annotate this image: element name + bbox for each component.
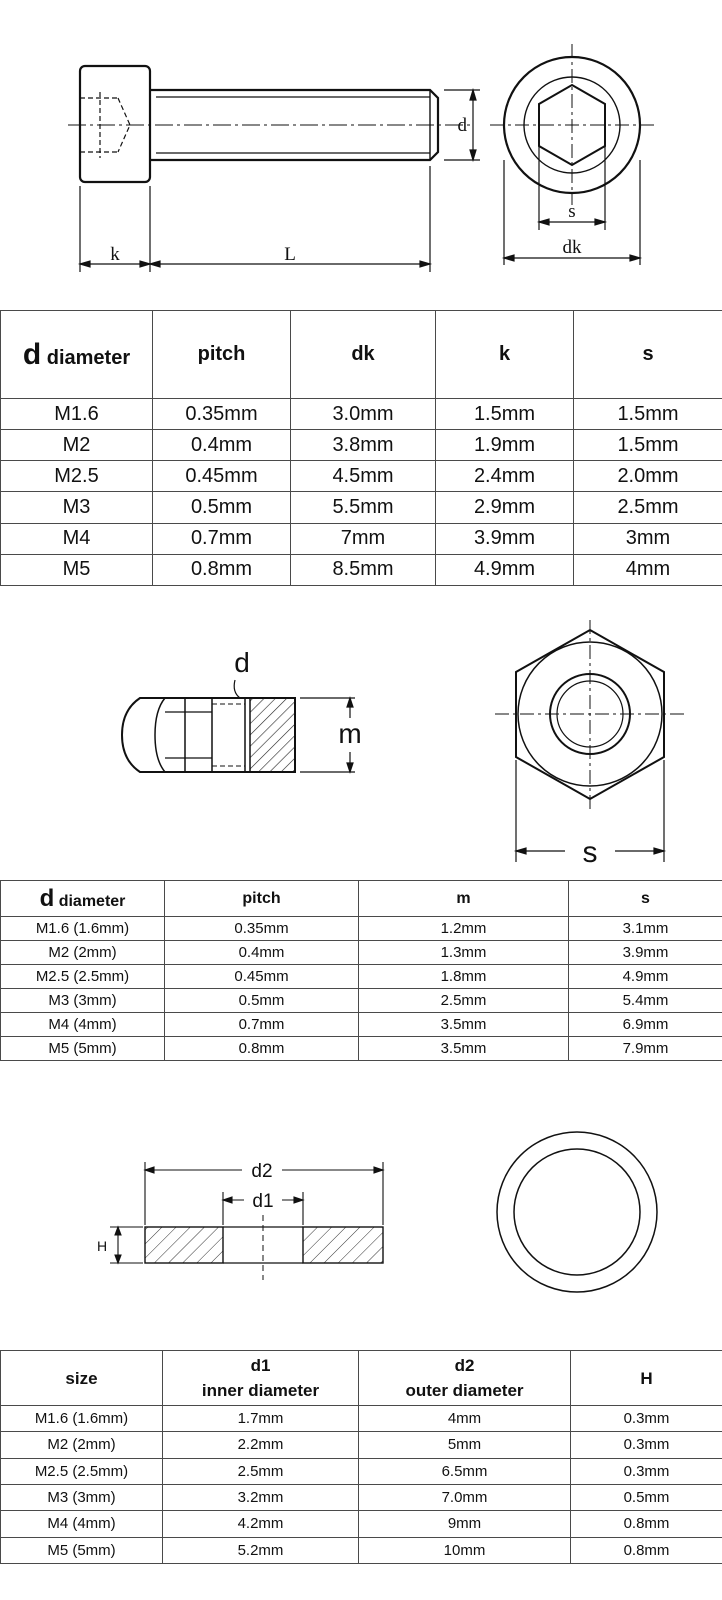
table-row: M2 (2mm) 2.2mm 5mm 0.3mm [1, 1432, 722, 1458]
table-row: M2.5 (2.5mm) 2.5mm 6.5mm 0.3mm [1, 1458, 722, 1484]
header-size: size [1, 1351, 163, 1406]
bolt-diagram [0, 0, 722, 305]
table-row: M4 (4mm) 0.7mm 3.5mm 6.9mm [1, 1013, 722, 1037]
table-row: M2.5 0.45mm 4.5mm 2.4mm 2.0mm [1, 461, 722, 492]
washer-spec-table [0, 1350, 722, 1564]
washer-diagram [0, 1120, 722, 1340]
header-pitch: pitch [153, 311, 291, 399]
table-header-row [1, 311, 722, 399]
table-row: M5 (5mm) 0.8mm 3.5mm 7.9mm [1, 1037, 722, 1061]
header-pitch: pitch [165, 881, 359, 917]
washer-drawing [0, 1120, 722, 1340]
bolt-label-L: L [284, 244, 296, 265]
nut-diagram [0, 600, 722, 878]
header-s: s [569, 881, 722, 917]
table-row: M1.6 (1.6mm) 0.35mm 1.2mm 3.1mm [1, 917, 722, 941]
table-row: M1.6 0.35mm 3.0mm 1.5mm 1.5mm [1, 399, 722, 430]
table-row: M2 (2mm) 0.4mm 1.3mm 3.9mm [1, 941, 722, 965]
bolt-label-k: k [110, 244, 120, 265]
header-H: H [571, 1351, 722, 1406]
table-row: M1.6 (1.6mm) 1.7mm 4mm 0.3mm [1, 1406, 722, 1432]
header-dk: dk [291, 311, 436, 399]
washer-label-H: H [96, 1238, 108, 1254]
header-d2: d2 outer diameter [359, 1351, 571, 1406]
nut-drawing [0, 600, 722, 878]
bolt-drawing [0, 0, 722, 305]
table-row: M4 (4mm) 4.2mm 9mm 0.8mm [1, 1511, 722, 1537]
table-row: M4 0.7mm 7mm 3.9mm 3mm [1, 523, 722, 554]
table-row: M2.5 (2.5mm) 0.45mm 1.8mm 4.9mm [1, 965, 722, 989]
header-s: s [574, 311, 722, 399]
header-k: k [436, 311, 574, 399]
table-row: M3 (3mm) 3.2mm 7.0mm 0.5mm [1, 1484, 722, 1510]
washer-label-d2: d2 [251, 1161, 273, 1182]
nut-label-m: m [338, 718, 362, 749]
header-diameter: d diameter [1, 881, 165, 917]
bolt-label-dk: dk [562, 237, 582, 258]
bolt-label-s: s [568, 201, 576, 222]
bolt-label-d: d [457, 115, 467, 136]
table-row: M5 0.8mm 8.5mm 4.9mm 4mm [1, 554, 722, 585]
header-m: m [359, 881, 569, 917]
table-row: M2 0.4mm 3.8mm 1.9mm 1.5mm [1, 430, 722, 461]
header-diameter: d diameter [1, 311, 153, 399]
table-header-row [1, 881, 722, 917]
nut-label-d: d [234, 647, 250, 678]
table-row: M5 (5mm) 5.2mm 10mm 0.8mm [1, 1537, 722, 1563]
washer-label-d1: d1 [252, 1191, 274, 1212]
bolt-spec-table [0, 310, 722, 586]
table-row: M3 (3mm) 0.5mm 2.5mm 5.4mm [1, 989, 722, 1013]
table-header-row [1, 1351, 722, 1406]
nut-spec-table [0, 880, 722, 1061]
table-row: M3 0.5mm 5.5mm 2.9mm 2.5mm [1, 492, 722, 523]
nut-label-s: s [582, 836, 598, 869]
header-d1: d1 inner diameter [163, 1351, 359, 1406]
